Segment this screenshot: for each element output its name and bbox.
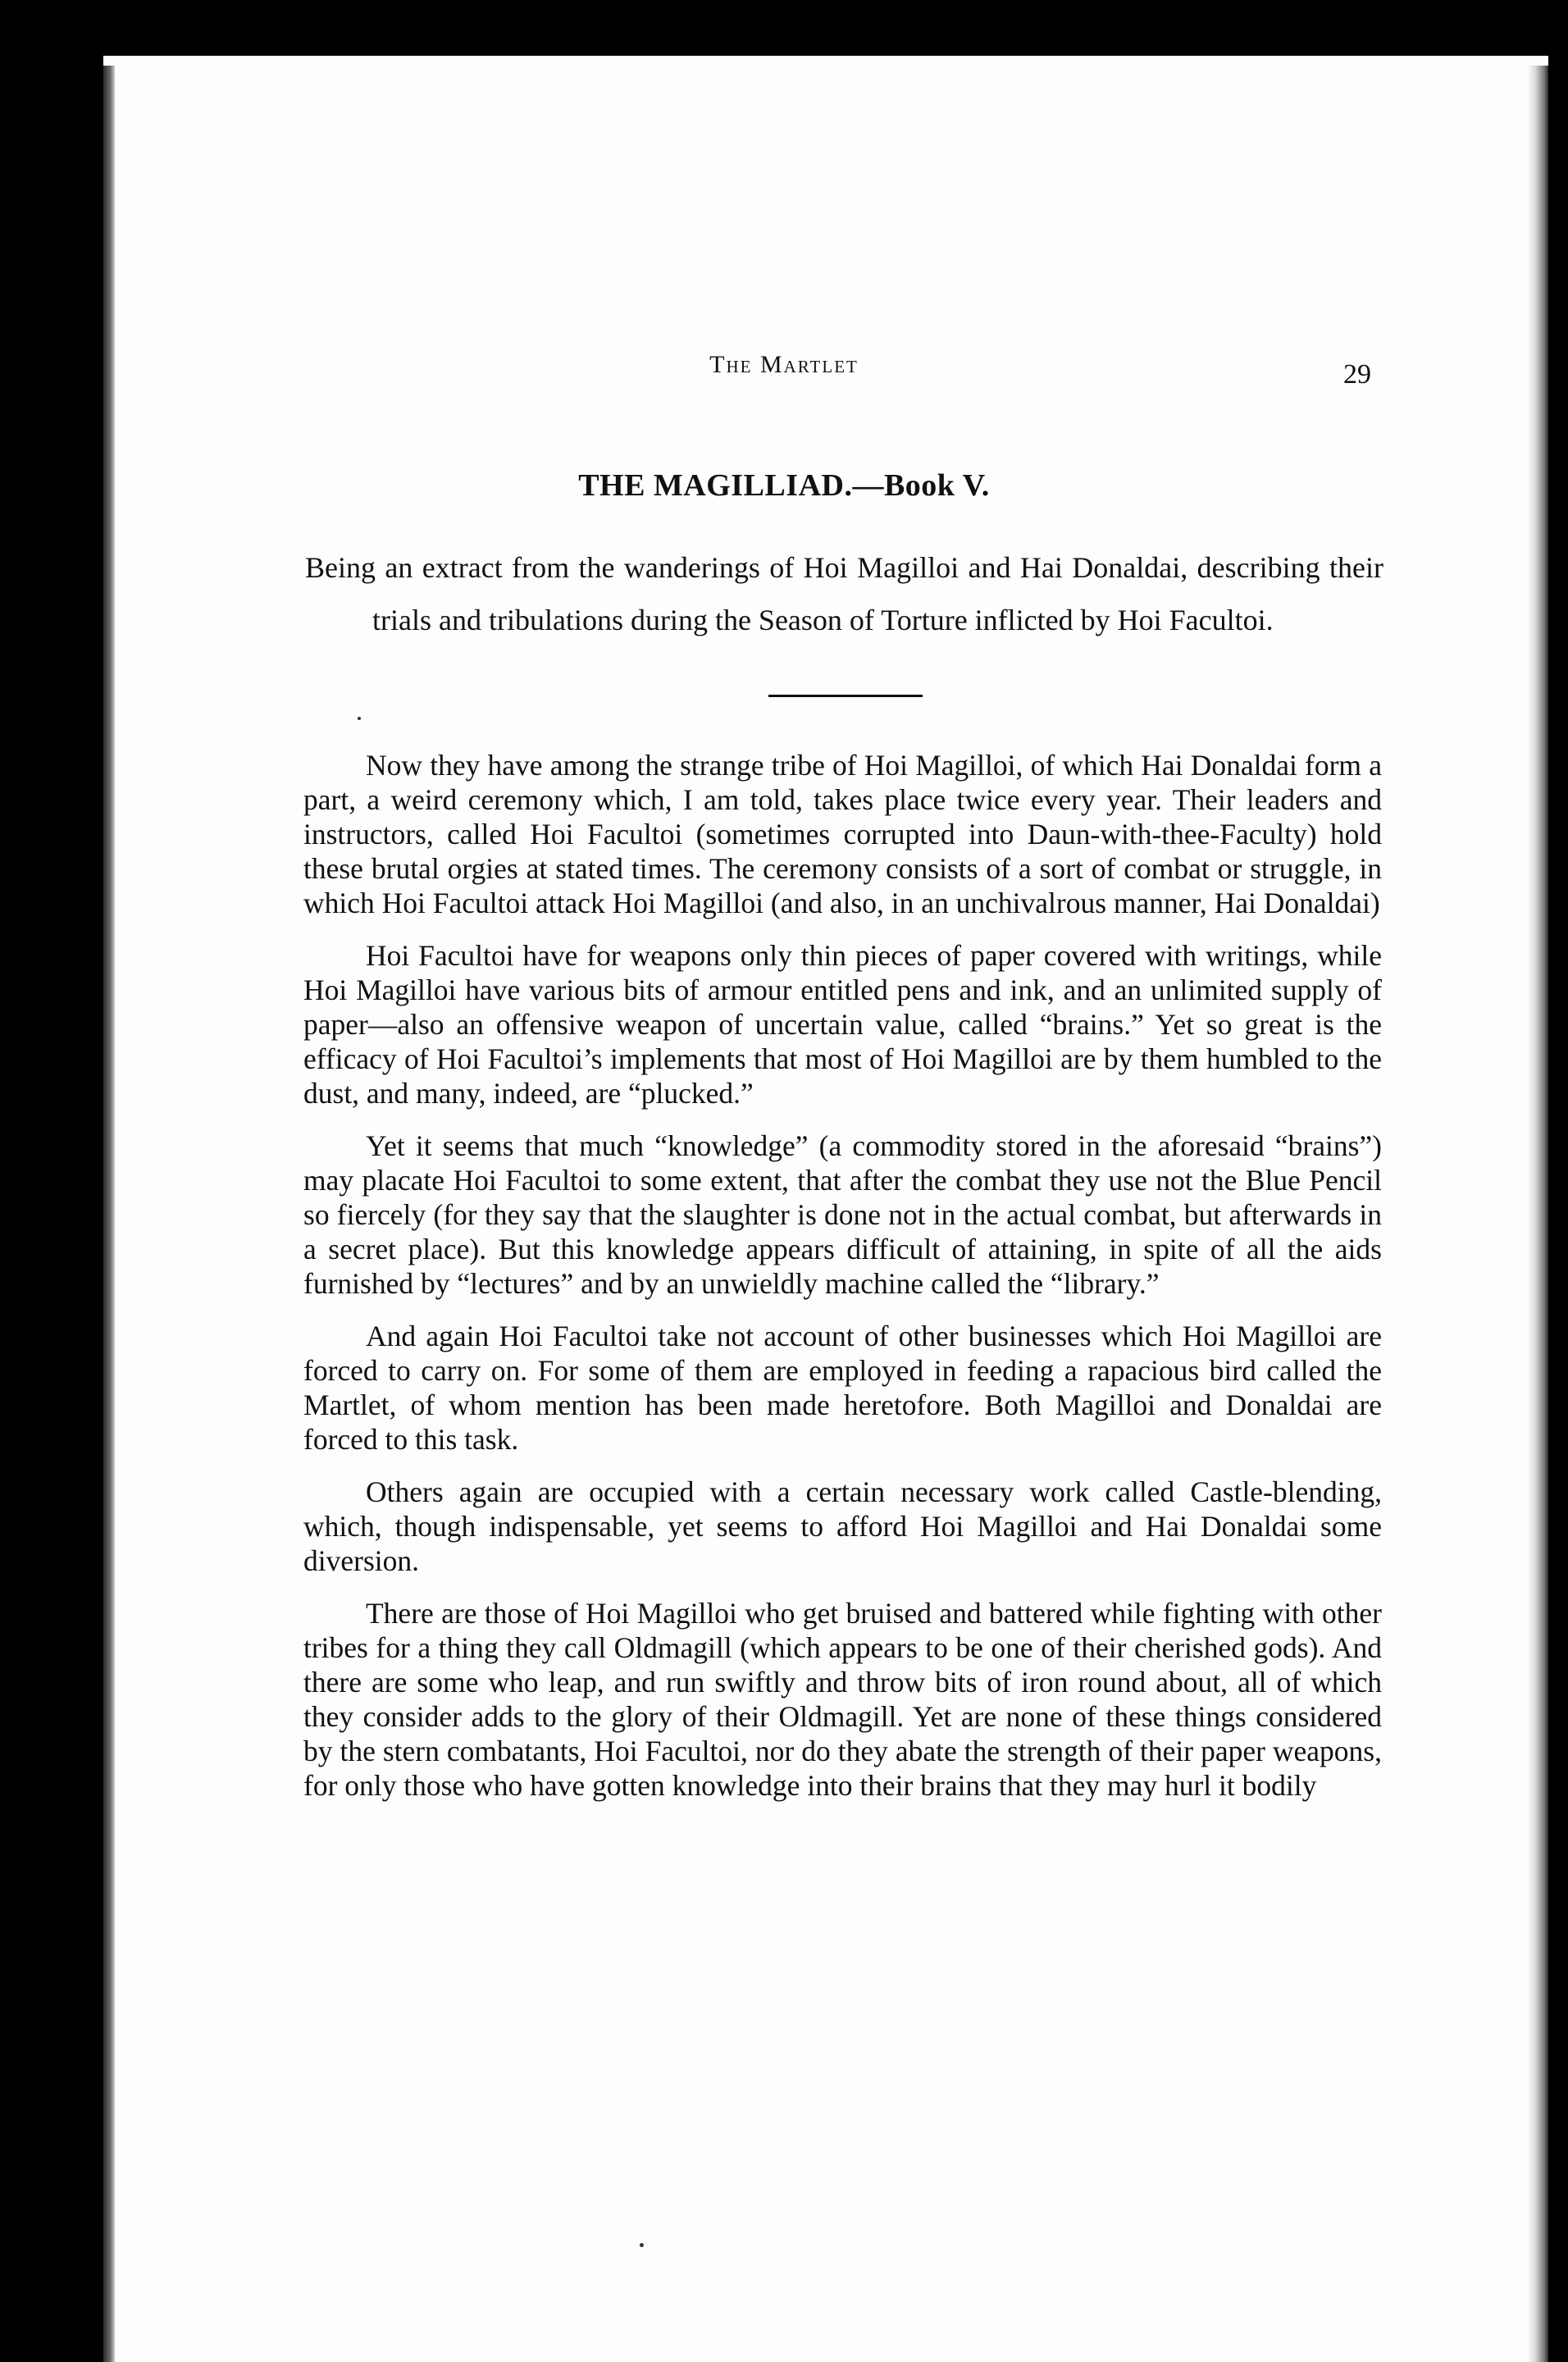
- paragraph: Yet it seems that much “knowledge” (a commodity stored in the aforesaid “brains”) may placate Hoi Facultoi to some extent, that after the combat they use not the Blue Pencil so fiercely (for they say that the slaughter is done not in the actual combat, but afterwards in a secret place). But this knowledge appears difficult of attaining, in spite of all the aids furnished by “lectures” and by an unwieldly machine called the “library.”: [303, 1129, 1382, 1300]
- page-number: 29: [1343, 359, 1371, 390]
- paragraph: Now they have among the strange tribe of Hoi Magilloi, of which Hai Donaldai form a part, a weird ceremony which, I am told, takes place twice every year. Their leaders and instructors, called Hoi Facultoi (sometimes corrupted into Daun-with-thee-Faculty) hold these brutal orgies at stated times. The ceremony consists of a sort of combat or struggle, in which Hoi Facultoi attack Hoi Magilloi (and also, in an unchivalrous manner, Hai Donaldai): [303, 749, 1382, 919]
- paragraph: There are those of Hoi Magilloi who get bruised and battered while fighting with other tribes for a thing they call Oldmagill (which appears to be one of their cherished gods). And there are some who leap, and run swiftly and throw bits of iron round about, all of which they consider adds to the glory of their Oldmagill. Yet are none of these things considered by the stern combatants, Hoi Facultoi, nor do they abate the strength of their paper weapons, for only those who have gotten knowledge into their brains that they may hurl it bodily: [303, 1597, 1382, 1802]
- section-rule: [768, 695, 923, 697]
- speck-mark: [358, 717, 361, 720]
- article-title: THE MAGILLIAD.—Book V.: [578, 468, 990, 503]
- paragraph: Hoi Facultoi have for weapons only thin pieces of paper covered with writings, while Hoi Magilloi have various bits of armour entitled pens and ink, and an unlimited supply of paper—also an offensive weapon of uncertain value, called “brains.” Yet so great is the efficacy of Hoi Facultoi’s implements that most of Hoi Magilloi are by them humbled to the dust, and many, indeed, are “plucked.”: [303, 939, 1382, 1110]
- paragraph: And again Hoi Facultoi take not account of other businesses which Hoi Magilloi are forced to carry on. For some of them are employed in feeding a rapacious bird called the Martlet, of whom mention has been made heretofore. Both Magilloi and Donaldai are forced to this task.: [303, 1320, 1382, 1456]
- page-edge-shadow: [1527, 66, 1548, 2362]
- paragraph: Others again are occupied with a certain necessary work called Castle-blending, which, though indispensable, yet seems to afford Hoi Magilloi and Hai Donaldai some diversion.: [303, 1475, 1382, 1577]
- article-subtitle: [305, 541, 1383, 646]
- running-head: The Martlet: [709, 351, 859, 378]
- page-binding-shadow: [103, 66, 115, 2362]
- speck-mark: [640, 2243, 644, 2247]
- subtitle-text: Being an extract from the wanderings of Hoi Magilloi and Hai Donaldai, describing their trials and tribulations during the Season of Torture inflicted by Hoi Facultoi.: [305, 551, 1383, 636]
- article-body: [303, 748, 1382, 1821]
